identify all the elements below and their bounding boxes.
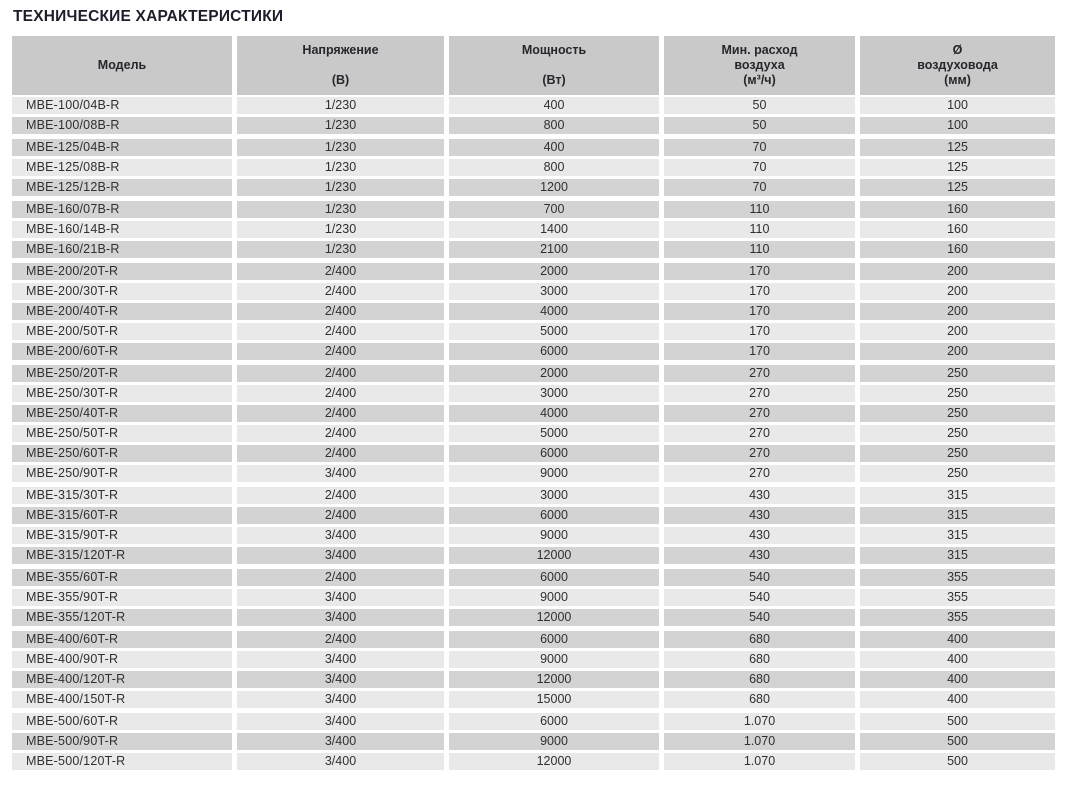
table-row [12,159,1055,176]
cell-power: 9000 [449,465,659,482]
cell-power: 9000 [449,733,659,750]
cell-power: 2000 [449,263,659,280]
cell-model: MBE-250/40T-R [12,405,232,422]
table-row [12,425,1055,442]
cell-model: MBE-500/90T-R [12,733,232,750]
table-row [12,221,1055,238]
cell-airflow: 270 [664,365,855,382]
cell-voltage: 2/400 [237,303,444,320]
cell-voltage: 3/400 [237,465,444,482]
cell-power: 1200 [449,179,659,196]
cell-power: 5000 [449,425,659,442]
cell-power: 5000 [449,323,659,340]
cell-model: MBE-355/120T-R [12,609,232,626]
cell-diameter: 315 [860,507,1055,524]
table-row [12,465,1055,482]
column-header-line: (Вт) [542,73,566,87]
table-group-mbe-125 [12,139,1055,196]
cell-airflow: 50 [664,117,855,134]
cell-airflow: 680 [664,691,855,708]
cell-airflow: 70 [664,179,855,196]
cell-airflow: 430 [664,487,855,504]
cell-power: 2100 [449,241,659,258]
table-group-mbe-100 [12,97,1055,134]
column-header-line: Модель [97,58,147,72]
cell-power: 4000 [449,405,659,422]
table-group-mbe-400 [12,631,1055,708]
column-header-line: (м³/ч) [743,73,776,87]
cell-diameter: 400 [860,671,1055,688]
table-row [12,303,1055,320]
cell-airflow: 270 [664,445,855,462]
cell-model: MBE-500/120T-R [12,753,232,770]
cell-airflow: 540 [664,569,855,586]
cell-diameter: 100 [860,97,1055,114]
cell-airflow: 170 [664,343,855,360]
cell-diameter: 160 [860,221,1055,238]
page-title: ТЕХНИЧЕСКИЕ ХАРАКТЕРИСТИКИ [13,8,284,25]
column-header-line: воздуха [734,58,785,72]
cell-model: MBE-315/90T-R [12,527,232,544]
cell-airflow: 110 [664,201,855,218]
table-row [12,343,1055,360]
cell-diameter: 315 [860,527,1055,544]
cell-power: 15000 [449,691,659,708]
cell-model: MBE-355/90T-R [12,589,232,606]
cell-voltage: 2/400 [237,283,444,300]
cell-diameter: 250 [860,425,1055,442]
column-header-voltage [237,36,444,95]
column-header-line: Ø [952,43,963,57]
cell-power: 3000 [449,283,659,300]
cell-airflow: 430 [664,527,855,544]
table-row [12,609,1055,626]
cell-voltage: 3/400 [237,609,444,626]
cell-model: MBE-500/60T-R [12,713,232,730]
cell-diameter: 100 [860,117,1055,134]
table-row [12,283,1055,300]
cell-airflow: 430 [664,507,855,524]
table-row [12,713,1055,730]
cell-model: MBE-250/30T-R [12,385,232,402]
cell-diameter: 400 [860,651,1055,668]
cell-voltage: 3/400 [237,753,444,770]
table-row [12,487,1055,504]
cell-diameter: 500 [860,753,1055,770]
cell-voltage: 3/400 [237,671,444,688]
table-group-mbe-500 [12,713,1055,770]
cell-airflow: 540 [664,609,855,626]
cell-voltage: 3/400 [237,713,444,730]
cell-airflow: 170 [664,263,855,280]
cell-model: MBE-100/04B-R [12,97,232,114]
table-row [12,589,1055,606]
table-row [12,365,1055,382]
cell-model: MBE-125/08B-R [12,159,232,176]
cell-model: MBE-250/90T-R [12,465,232,482]
cell-airflow: 1.070 [664,733,855,750]
cell-model: MBE-160/21B-R [12,241,232,258]
cell-airflow: 170 [664,303,855,320]
table-row [12,97,1055,114]
cell-diameter: 200 [860,323,1055,340]
cell-power: 800 [449,159,659,176]
cell-power: 12000 [449,547,659,564]
cell-power: 12000 [449,753,659,770]
cell-diameter: 125 [860,179,1055,196]
cell-model: MBE-250/20T-R [12,365,232,382]
cell-model: MBE-160/07B-R [12,201,232,218]
cell-power: 3000 [449,487,659,504]
table-row [12,323,1055,340]
cell-diameter: 125 [860,159,1055,176]
cell-power: 400 [449,139,659,156]
cell-diameter: 355 [860,569,1055,586]
cell-airflow: 430 [664,547,855,564]
cell-voltage: 2/400 [237,405,444,422]
cell-voltage: 2/400 [237,507,444,524]
cell-diameter: 200 [860,303,1055,320]
cell-airflow: 680 [664,671,855,688]
column-header-diameter [860,36,1055,95]
cell-diameter: 315 [860,487,1055,504]
cell-diameter: 160 [860,241,1055,258]
table-row [12,569,1055,586]
specs-table [12,36,1055,775]
table-row [12,547,1055,564]
cell-model: MBE-100/08B-R [12,117,232,134]
table-row [12,385,1055,402]
cell-airflow: 270 [664,405,855,422]
column-header-power [449,36,659,95]
cell-diameter: 500 [860,713,1055,730]
cell-voltage: 2/400 [237,569,444,586]
cell-airflow: 680 [664,631,855,648]
cell-voltage: 2/400 [237,425,444,442]
cell-airflow: 110 [664,241,855,258]
cell-model: MBE-355/60T-R [12,569,232,586]
cell-power: 800 [449,117,659,134]
table-row [12,527,1055,544]
cell-voltage: 3/400 [237,651,444,668]
cell-airflow: 270 [664,385,855,402]
cell-power: 9000 [449,651,659,668]
cell-diameter: 200 [860,343,1055,360]
cell-diameter: 125 [860,139,1055,156]
cell-diameter: 400 [860,631,1055,648]
cell-voltage: 2/400 [237,445,444,462]
column-header-model [12,36,232,95]
cell-voltage: 2/400 [237,323,444,340]
cell-voltage: 2/400 [237,365,444,382]
column-header-line: воздуховода [917,58,998,72]
cell-airflow: 680 [664,651,855,668]
cell-model: MBE-400/90T-R [12,651,232,668]
cell-airflow: 270 [664,425,855,442]
cell-diameter: 200 [860,283,1055,300]
cell-airflow: 540 [664,589,855,606]
table-row [12,405,1055,422]
cell-model: MBE-400/60T-R [12,631,232,648]
cell-power: 6000 [449,569,659,586]
cell-model: MBE-200/20T-R [12,263,232,280]
cell-model: MBE-400/120T-R [12,671,232,688]
cell-voltage: 2/400 [237,487,444,504]
cell-model: MBE-400/150T-R [12,691,232,708]
cell-power: 6000 [449,507,659,524]
column-header-line: Напряжение [302,43,379,57]
column-header-airflow [664,36,855,95]
cell-power: 1400 [449,221,659,238]
cell-diameter: 355 [860,589,1055,606]
cell-model: MBE-315/120T-R [12,547,232,564]
cell-diameter: 250 [860,365,1055,382]
table-group-mbe-355 [12,569,1055,626]
cell-airflow: 170 [664,283,855,300]
cell-voltage: 3/400 [237,547,444,564]
cell-power: 12000 [449,671,659,688]
cell-airflow: 110 [664,221,855,238]
cell-power: 6000 [449,631,659,648]
cell-voltage: 1/230 [237,159,444,176]
cell-model: MBE-250/50T-R [12,425,232,442]
cell-power: 9000 [449,589,659,606]
table-row [12,631,1055,648]
cell-diameter: 250 [860,465,1055,482]
cell-voltage: 3/400 [237,733,444,750]
cell-airflow: 1.070 [664,713,855,730]
column-header-line: (В) [331,73,350,87]
cell-diameter: 250 [860,445,1055,462]
cell-airflow: 270 [664,465,855,482]
table-row [12,507,1055,524]
table-row [12,651,1055,668]
cell-voltage: 1/230 [237,139,444,156]
cell-airflow: 70 [664,139,855,156]
cell-diameter: 355 [860,609,1055,626]
cell-diameter: 250 [860,385,1055,402]
table-group-mbe-250 [12,365,1055,482]
cell-voltage: 3/400 [237,527,444,544]
table-row [12,671,1055,688]
cell-model: MBE-125/12B-R [12,179,232,196]
cell-diameter: 315 [860,547,1055,564]
cell-model: MBE-315/30T-R [12,487,232,504]
cell-power: 3000 [449,385,659,402]
table-row [12,179,1055,196]
cell-diameter: 500 [860,733,1055,750]
cell-power: 6000 [449,445,659,462]
cell-power: 9000 [449,527,659,544]
cell-voltage: 1/230 [237,241,444,258]
cell-model: MBE-315/60T-R [12,507,232,524]
cell-voltage: 2/400 [237,385,444,402]
cell-voltage: 3/400 [237,589,444,606]
cell-diameter: 160 [860,201,1055,218]
cell-airflow: 70 [664,159,855,176]
column-header-line: Мин. расход [721,43,798,57]
cell-airflow: 170 [664,323,855,340]
table-row [12,139,1055,156]
cell-power: 12000 [449,609,659,626]
cell-model: MBE-125/04B-R [12,139,232,156]
table-row [12,733,1055,750]
cell-power: 700 [449,201,659,218]
cell-voltage: 1/230 [237,97,444,114]
cell-voltage: 3/400 [237,691,444,708]
table-row [12,201,1055,218]
cell-model: MBE-200/50T-R [12,323,232,340]
cell-voltage: 2/400 [237,343,444,360]
table-row [12,753,1055,770]
cell-voltage: 1/230 [237,179,444,196]
cell-power: 6000 [449,713,659,730]
table-row [12,117,1055,134]
cell-voltage: 1/230 [237,221,444,238]
table-row [12,241,1055,258]
column-header-line: (мм) [944,73,971,87]
table-group-mbe-315 [12,487,1055,564]
table-row [12,691,1055,708]
table-row [12,263,1055,280]
cell-voltage: 1/230 [237,201,444,218]
table-group-mbe-200 [12,263,1055,360]
cell-voltage: 2/400 [237,263,444,280]
cell-voltage: 2/400 [237,631,444,648]
cell-model: MBE-250/60T-R [12,445,232,462]
table-group-mbe-160 [12,201,1055,258]
table-header-row [12,36,1055,95]
cell-diameter: 200 [860,263,1055,280]
cell-power: 6000 [449,343,659,360]
cell-model: MBE-160/14B-R [12,221,232,238]
cell-model: MBE-200/40T-R [12,303,232,320]
cell-power: 2000 [449,365,659,382]
cell-model: MBE-200/30T-R [12,283,232,300]
table-body [12,97,1055,770]
cell-model: MBE-200/60T-R [12,343,232,360]
table-row [12,445,1055,462]
cell-diameter: 250 [860,405,1055,422]
cell-voltage: 1/230 [237,117,444,134]
cell-power: 4000 [449,303,659,320]
cell-power: 400 [449,97,659,114]
cell-airflow: 1.070 [664,753,855,770]
cell-diameter: 400 [860,691,1055,708]
column-header-line: Мощность [521,43,587,57]
cell-airflow: 50 [664,97,855,114]
